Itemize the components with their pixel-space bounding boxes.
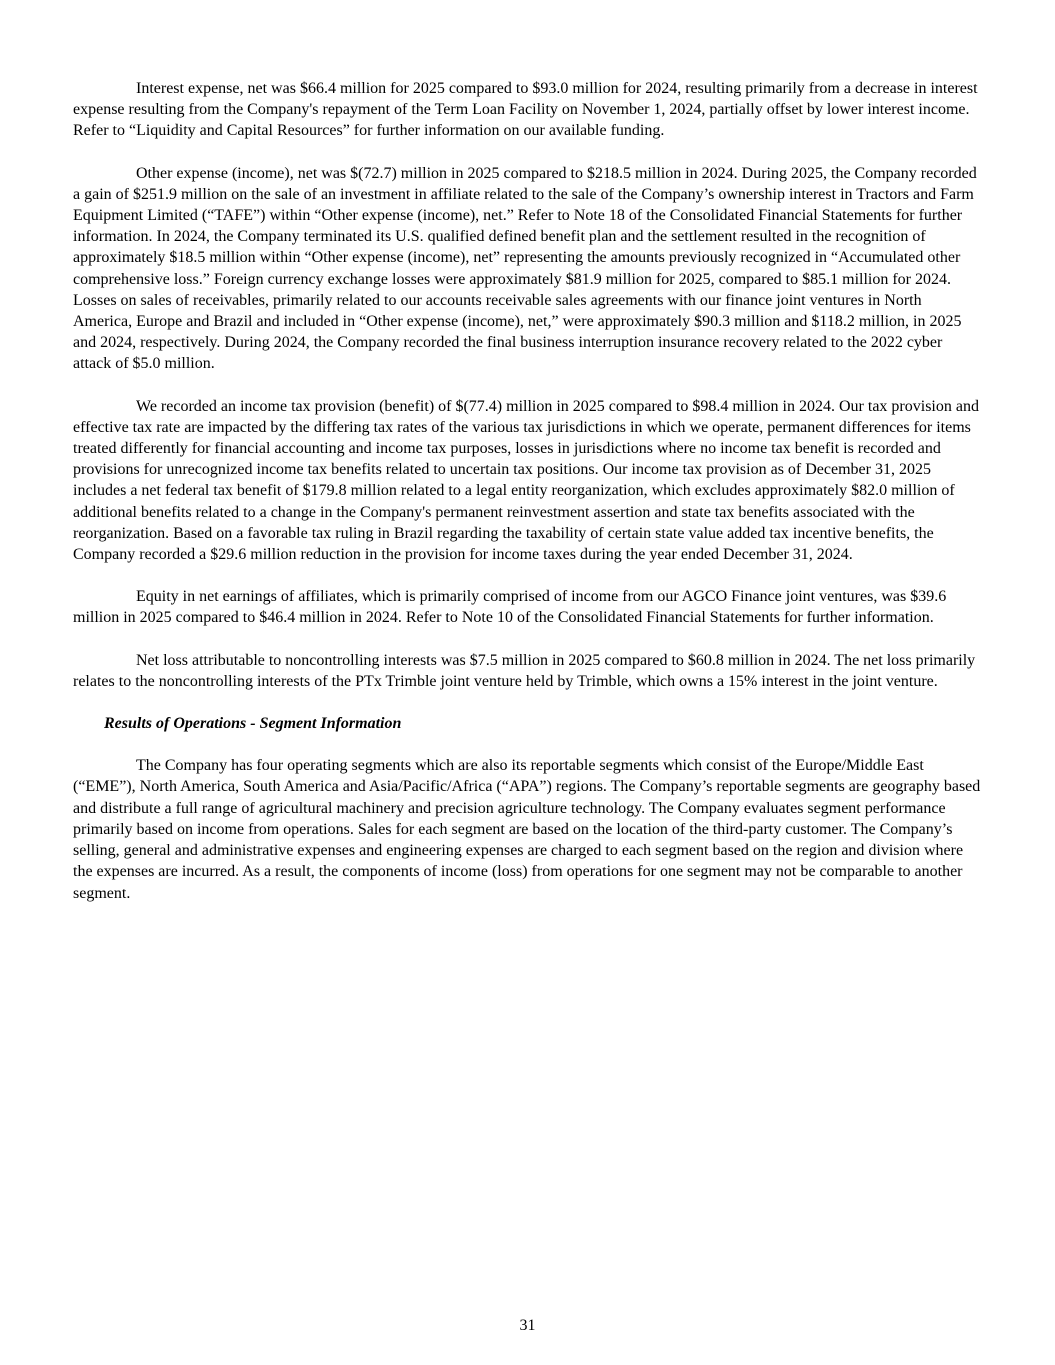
- paragraph-income-tax: We recorded an income tax provision (benefit) of $(77.4) million in 2025 compared to $98.4 million in 2024. Our tax provision and effective tax rate are impacted by the differing tax rates of the various tax jurisdictions in which we operate, permanent differences for items treated differently for financial accounting and income tax purposes, losses in jurisdictions where no income tax benefit is recorded and provisions for unrecognized income tax benefits related to uncertain tax positions. Our income tax provision as of December 31, 2025 includes a net federal tax benefit of $179.8 million related to a legal entity reorganization, which excludes approximately $82.0 million of additional benefits related to a change in the Company's permanent reinvestment assertion and state tax benefits associated with the reorganization. Based on a favorable tax ruling in Brazil regarding the taxability of certain state value added tax incentive benefits, the Company recorded a $29.6 million reduction in the provision for income taxes during the year ended December 31, 2024.: [73, 397, 979, 564]
- paragraph-segment-information: The Company has four operating segments which are also its reportable segments which consist of the Europe/Middle East (“EME”), North America, South America and Asia/Pacific/Africa (“APA”) regions. The Company’s reportable segments are geography based and distribute a full range of agricultural machinery and precision agriculture technology. The Company evaluates segment performance primarily based on income from operations. Sales for each segment are based on the location of the third-party customer. The Company’s selling, general and administrative expenses and engineering expenses are charged to each segment based on the region and division where the expenses are incurred. As a result, the components of income (loss) from operations for one segment may not be comparable to another segment.: [73, 757, 981, 902]
- paragraph-equity-earnings: Equity in net earnings of affiliates, which is primarily comprised of income from our AGCO Finance joint ventures, was $39.6 million in 2025 compared to $46.4 million in 2024. Refer to Note 10 of the Consolidated Financial Statements for further information.: [73, 588, 947, 627]
- paragraph-interest-expense: Interest expense, net was $66.4 million for 2025 compared to $93.0 million for 2024, resulting primarily from a decrease in interest expense resulting from the Company's repayment of the Term Loan Facility on November 1, 2024, partially offset by lower interest income. Refer to “Liquidity and Capital Resources” for further information on our available funding.: [73, 80, 978, 140]
- paragraph-noncontrolling-interests: Net loss attributable to noncontrolling interests was $7.5 million in 2025 compared to $60.8 million in 2024. The net loss primarily relates to the noncontrolling interests of the PTx Trimble joint venture held by Trimble, which owns a 15% interest in the joint venture.: [73, 651, 976, 690]
- paragraph-other-expense: Other expense (income), net was $(72.7) million in 2025 compared to $218.5 million in 2024. During 2025, the Company recorded a gain of $251.9 million on the sale of an investment in affiliate related to the sale of the Company’s ownership interest in Tractors and Farm Equipment Limited (“TAFE”) within “Other expense (income), net.” Refer to Note 18 of the Consolidated Financial Statements for further information. In 2024, the Company terminated its U.S. qualified defined benefit plan and the settlement resulted in the recognition of approximately $18.5 million within “Other expense (income), net” representing the amounts previously recognized in “Accumulated other comprehensive loss.” Foreign currency exchange losses were approximately $81.9 million for 2025, compared to $85.1 million for 2024. Losses on sales of receivables, primarily related to our accounts receivable sales agreements with our finance joint ventures in North America, Europe and Brazil and included in “Other expense (income), net,” were approximately $90.3 million and $118.2 million, in 2025 and 2024, respectively. During 2024, the Company recorded the final business interruption insurance recovery related to the 2022 cyber attack of $5.0 million.: [73, 164, 977, 373]
- section-heading: Results of Operations - Segment Information: [104, 715, 402, 733]
- document-body: [73, 78, 983, 925]
- page-number: 31: [519, 1317, 536, 1334]
